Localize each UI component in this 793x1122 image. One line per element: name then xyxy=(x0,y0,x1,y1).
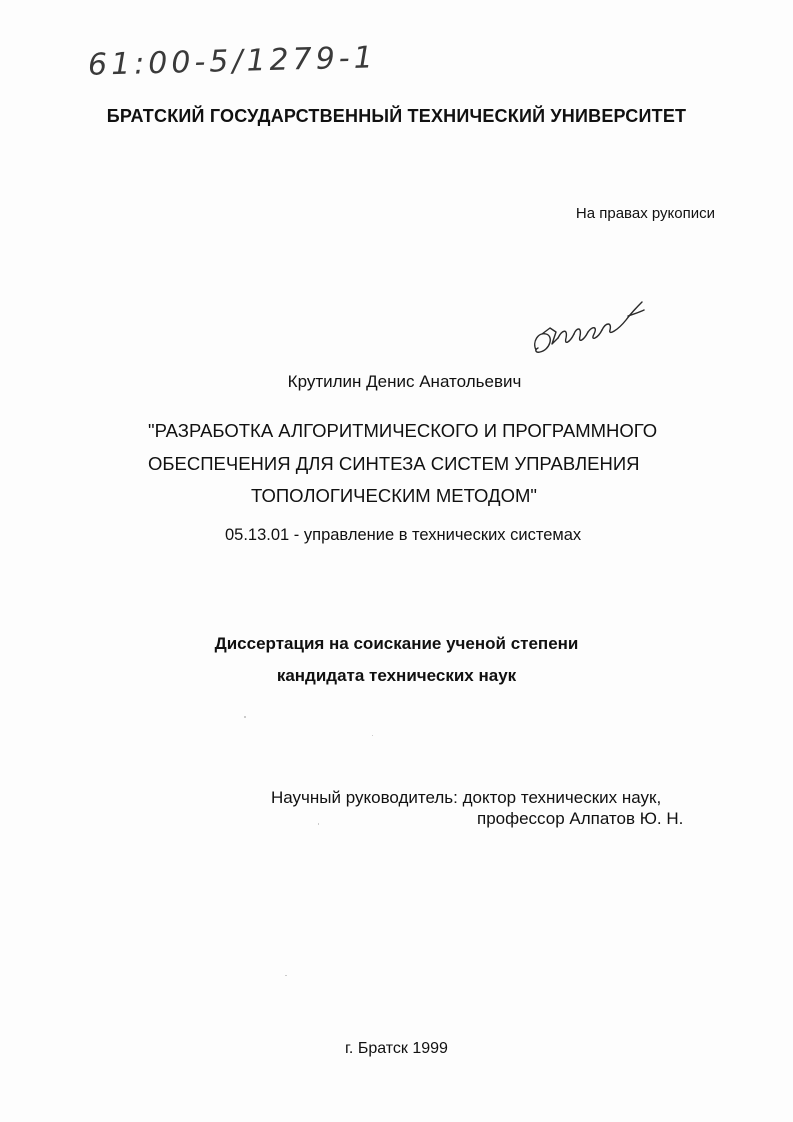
manuscript-rights-note: На правах рукописи xyxy=(575,205,715,222)
scan-speck xyxy=(244,716,246,718)
scan-speck xyxy=(372,735,373,736)
university-name: БРАТСКИЙ ГОСУДАРСТВЕННЫЙ ТЕХНИЧЕСКИЙ УНИВЕРСИТЕТ xyxy=(106,106,687,126)
specialty-code: 05.13.01 - управление в технических системах xyxy=(225,526,582,544)
author-name: Крутилин Денис Анатольевич xyxy=(287,372,522,391)
city-and-year: г. Братск 1999 xyxy=(345,1040,448,1057)
scan-speck xyxy=(318,823,319,825)
scan-speck xyxy=(285,975,287,976)
scientific-advisor-line-1: Научный руководитель: доктор технических наук, xyxy=(271,788,662,807)
scientific-advisor-line-2: профессор Алпатов Ю. Н. xyxy=(477,809,684,828)
handwritten-catalog-number: 61:00-5/1279-1 xyxy=(87,40,378,83)
dissertation-title-line-2: ОБЕСПЕЧЕНИЯ ДЛЯ СИНТЕЗА СИСТЕМ УПРАВЛЕНИЯ xyxy=(148,453,640,474)
degree-statement-line-1: Диссертация на соискание ученой степени xyxy=(214,634,579,653)
dissertation-title-line-1: "РАЗРАБОТКА АЛГОРИТМИЧЕСКОГО И ПРОГРАММНОГО xyxy=(148,420,658,441)
degree-statement-line-2: кандидата технических наук xyxy=(276,666,517,685)
author-signature xyxy=(528,292,648,362)
dissertation-title-line-3: ТОПОЛОГИЧЕСКИМ МЕТОДОМ" xyxy=(251,485,537,506)
